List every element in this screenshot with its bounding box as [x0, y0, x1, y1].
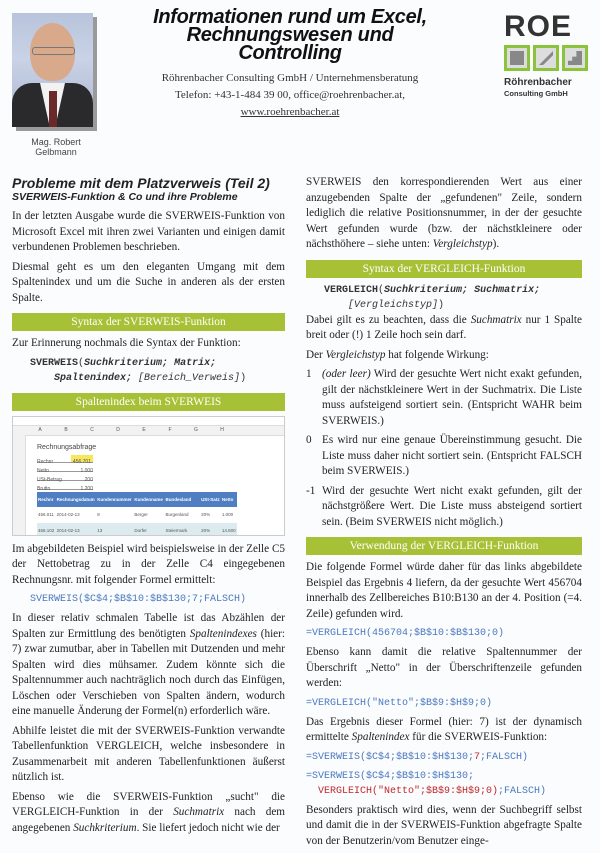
vergleich-syntax: VERGLEICH(Suchkriterium; Suchmatrix;	[324, 284, 541, 296]
syntax-arg-optional: [Bereich_Verweis]	[138, 372, 241, 384]
column-header: F	[168, 426, 172, 433]
section-heading: Spaltenindex beim SVERWEIS	[12, 393, 285, 411]
column-header: H	[220, 426, 224, 433]
author-photo	[12, 13, 93, 127]
table-cell: Berger	[134, 512, 148, 517]
list-item: 1 (oder leer) Wird der gesuchte Wert nicht exakt gefunden, gilt der nächstkleinere Wert in der Suchmatrix. Die Liste muss aufsteigend sortiert sein. (Entspricht WAHR beim SVERWEIS.)	[306, 368, 582, 427]
author-caption-line: Gelbmann	[35, 147, 77, 157]
phone-line: Telefon: +43-1-484 39 00, office@roehrenbacher.at,	[174, 89, 406, 101]
paragraph: Dabei gilt es zu beachten, dass die Suchmatrix nur 1 Spalte breit oder (!) 1 Zeile hoch sein darf.	[306, 313, 582, 341]
lookup-row	[37, 482, 93, 490]
newsletter-title	[120, 8, 460, 62]
lookup-row	[37, 464, 93, 472]
table-cell: 20%	[200, 523, 221, 536]
formula: =VERGLEICH(456704;$B$10:$B$130;0)	[306, 628, 505, 639]
table-cell: 8	[97, 512, 100, 517]
table-cell: 2014-02-13	[56, 512, 80, 517]
lookup-label: Netto	[37, 467, 49, 474]
formula: SVERWEIS($C$4;$B$10:$B$130;7;FALSCH)	[30, 594, 247, 605]
table-cell: Steiermark	[164, 523, 200, 536]
lookup-value: 1.200	[80, 485, 93, 492]
syntax-arg: Suchkriterium;	[84, 357, 169, 369]
author-caption-line: Mag. Robert	[31, 137, 81, 147]
title-line: Informationen rund um Excel,	[153, 6, 427, 28]
logo-arrow-icon	[533, 45, 559, 71]
column-header: C	[90, 426, 94, 433]
paragraph: Ebenso wie die SVERWEIS-Funktion „sucht" die VERGLEICH-Funktion in der Suchmatrix nach dem angegebenen Suchkriterium. Sie liefert jedoch nicht wie der	[12, 790, 285, 834]
paragraph: Besonders praktisch wird dies, wenn der Suchbegriff selbst und damit die in der SVERWEIS-Funktion abgefragte Spalte von der Benutzerin/vom Benutzer einge-	[306, 803, 582, 847]
syntax-arg-optional: [Vergleichstyp]	[348, 299, 439, 311]
table-cell: Dorfer	[133, 523, 164, 536]
left-column	[12, 175, 285, 840]
table-header: Netto	[221, 492, 237, 508]
table-cell: 13	[96, 523, 133, 536]
sheet-title: Rechnungsabfrage	[37, 443, 97, 451]
table-header: Rechnungsdatum	[56, 492, 97, 508]
photo-glasses	[32, 47, 75, 55]
column-header: G	[194, 426, 198, 433]
paragraph: Abhilfe leistet die mit der SVERWEIS-Funktion verwandte Tabellenfunktion VERGLEICH, welche insbesondere in Zusammenarbeit mit anderen Tabellenfunktionen äußerst nützlich ist.	[12, 724, 285, 783]
title-line: Controlling	[238, 42, 342, 64]
table-cell: 456.102	[37, 523, 56, 536]
table-row	[37, 523, 237, 536]
column-headers	[13, 426, 284, 436]
paragraph: Im abgebildeten Beispiel wird beispielsweise in der Zelle C5 der Nettobetrag zu in der Zelle C4 eingegebenen Rechnungsnr. mit folgender Formel ermittelt:	[12, 542, 285, 586]
lookup-label: USt-Betrag	[37, 476, 62, 483]
lookup-label: Rechnr	[37, 458, 54, 465]
table-header: USt-Satz	[200, 492, 221, 508]
company-line: Röhrenbacher Consulting GmbH / Unternehmensberatung	[161, 72, 419, 84]
table-cell: 20%	[201, 512, 211, 517]
photo-tie	[49, 91, 57, 127]
company-logo	[504, 12, 588, 98]
table-header: Kundenname	[133, 492, 164, 508]
paragraph: In dieser relativ schmalen Tabelle ist das Abzählen der Spalten zur Ermittlung des benötigten Spaltenindexes (hier: 7) zwar zumutbar, aber in Tabellen mit Dutzenden und mehr Spalten wird dies mühsamer. Zudem könnte sich die Spaltennummer auch nachträglich noch durch das Einfügen, Löschen oder Verschieben von Spalten ändern, wodurch eine manuelle Änderung der Formel(n) erforderlich wäre.	[12, 612, 285, 717]
row-headers	[13, 435, 26, 535]
formula: =VERGLEICH("Netto";$B$9:$H$9;0)	[306, 697, 493, 709]
section-heading: Syntax der SVERWEIS-Funktion	[12, 313, 285, 331]
table-row	[37, 507, 237, 523]
syntax-arg: Suchkriterium;	[384, 284, 469, 296]
table-header: Bundesland	[164, 492, 200, 508]
lookup-label: Brutto	[37, 485, 51, 492]
logo-letters: ROE	[504, 10, 573, 43]
article-subtitle: SVERWEIS-Funktion & Co und ihre Probleme	[12, 191, 238, 203]
table-cell: 14.600	[221, 523, 237, 536]
table-header: Rechnr	[37, 492, 56, 508]
syntax-arg: Matrix;	[174, 357, 217, 369]
syntax-arg: Suchmatrix;	[474, 284, 541, 296]
paragraph: Das Ergebnis dieser Formel (hier: 7) ist der dynamisch ermittelte Spaltenindex für die SVERWEIS-Funktion:	[306, 715, 582, 743]
contact-block	[120, 70, 460, 121]
list-item: 0 Es wird nur eine genaue Übereinstimmung gesucht. Die Liste muss daher nicht sortiert sein. (Entspricht FALSCH beim SVERWEIS.)	[306, 434, 582, 477]
paragraph: Der Vergleichstyp hat folgende Wirkung:	[306, 348, 489, 361]
formula-bar	[13, 417, 284, 426]
sverweis-syntax-cont: Spaltenindex; [Bereich_Verweis])	[54, 372, 247, 384]
table-cell: 1.000	[221, 512, 234, 517]
column-header: B	[64, 426, 68, 433]
vergleich-syntax-cont: [Vergleichstyp])	[348, 299, 445, 311]
paragraph: In der letzten Ausgabe wurde die SVERWEIS-Funktion von Microsoft Excel mit ihren zwei Varianten und einigen damit verbundenen Problemen beschrieben.	[12, 210, 285, 253]
table-cell: 2014-02-13	[56, 523, 97, 536]
paragraph: Diesmal geht es um den eleganten Umgang mit dem Spaltenindex und um die Suche in anderen als der ersten Spalte.	[12, 260, 285, 304]
spreadsheet-screenshot	[12, 416, 285, 536]
invoice-table	[37, 492, 237, 536]
formula-nested: =SVERWEIS($C$4;$B$10:$H$130; VERGLEICH("Netto";$B$9:$H$9;0);FALSCH)	[306, 770, 547, 797]
column-header: D	[116, 426, 120, 433]
logo-sub: Consulting GmbH	[504, 89, 568, 98]
paragraph: Die folgende Formel würde daher für das links abgebildete Beispiel das Ergebnis 4 liefern, da der gesuchte Wert 456704 innerhalb des Zellbereiches B10:B130 an der 4. Position (=4. Zeile) gefunden wird.	[306, 561, 582, 620]
logo-barchart-icon	[562, 45, 588, 71]
lookup-value: 200	[84, 476, 93, 483]
sverweis-syntax: SVERWEIS(Suchkriterium; Matrix;	[30, 357, 217, 369]
vergleichstyp-list	[306, 367, 582, 530]
title-line: Rechnungswesen und	[186, 24, 394, 46]
logo-name: Röhrenbacher	[504, 77, 572, 88]
lookup-value: 456.701	[71, 455, 93, 462]
formula: =SVERWEIS($C$4;$B$10:$H$130;7;FALSCH)	[306, 751, 529, 763]
list-item: -1 Wird der gesuchte Wert nicht exakt gefunden, gilt der nächstgrößere Wert. Die Liste muss absteigend sortiert sein. (Beim SVERWEIS nicht möglich.)	[306, 484, 582, 528]
syntax-function: SVERWEIS	[30, 357, 79, 369]
syntax-function: VERGLEICH	[324, 284, 379, 296]
syntax-arg: Spaltenindex;	[54, 372, 133, 384]
paragraph: Ebenso kann damit die relative Spaltennummer der Überschrift „Netto" in der Überschriftenzeile gefunden werden:	[306, 646, 582, 689]
lookup-row	[37, 455, 93, 463]
article-title: Probleme mit dem Platzverweis (Teil 2)	[12, 175, 270, 191]
website-link[interactable]: www.roehrenbacher.at	[240, 106, 340, 118]
logo-document-icon	[504, 45, 530, 71]
logo-icons	[504, 45, 588, 71]
lookup-row	[37, 473, 93, 481]
paragraph: Zur Erinnerung nochmals die Syntax der Funktion:	[12, 337, 241, 349]
lookup-value: 1.000	[80, 467, 93, 474]
table-header: Kundennummer	[96, 492, 133, 508]
author-caption	[14, 137, 98, 157]
column-header: E	[142, 426, 146, 433]
paragraph: SVERWEIS den korrespondierenden Wert aus einer anzugebenden Spalte der „gefundenen" Zeile, sondern lediglich die relative Positionsnummer, in der der gesuchte Wert gefunden wurde (bzw. der nächstkleinere oder nächsthöhere – siehe unten: Vergleichstyp).	[306, 176, 582, 250]
column-header: A	[38, 426, 42, 433]
section-heading: Syntax der VERGLEICH-Funktion	[306, 260, 582, 278]
table-cell: 456.011	[38, 512, 54, 517]
section-heading: Verwendung der VERGLEICH-Funktion	[306, 537, 582, 555]
right-column	[306, 175, 582, 853]
table-cell: Burgenland	[165, 512, 189, 517]
